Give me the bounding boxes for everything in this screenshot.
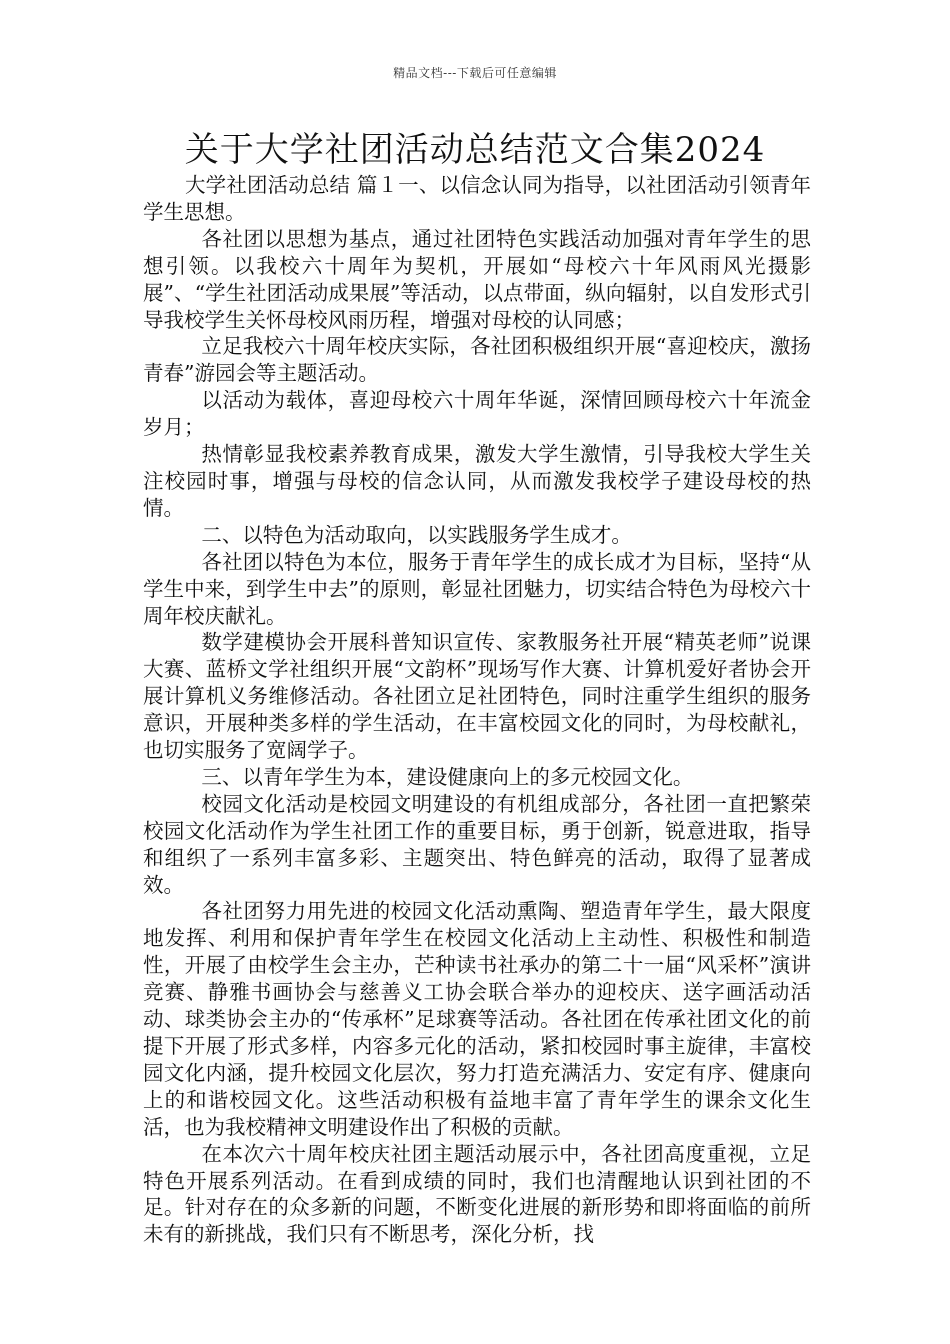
- paragraph: 在本次六十周年校庆社团主题活动展示中，各社团高度重视，立足特色开展系列活动。在看到成绩的同时，我们也清醒地认识到社团的不足。针对存在的众多新的问题，不断变化进展的新形势和即将面临的前所未有的新挑战，我们只有不断思考，深化分析，找: [143, 1141, 811, 1247]
- paragraph: 立足我校六十周年校庆实际，各社团积极组织开展“喜迎校庆，激扬青春”游园会等主题活动。: [143, 334, 811, 386]
- paragraph: 数学建模协会开展科普知识宣传、家教服务社开展“精英老师”说课大赛、蓝桥文学社组织开展“文韵杯”现场写作大赛、计算机爱好者协会开展计算机义务维修活动。各社团立足社团特色，同时注重学生组织的服务意识，开展种类多样的学生活动，在丰富校园文化的同时，为母校献礼，也切实服务了宽阔学子。: [143, 630, 811, 763]
- paragraph: 各社团以思想为基点，通过社团特色实践活动加强对青年学生的思想引领。以我校六十周年为契机，开展如“母校六十年风雨风光摄影展”、“学生社团活动成果展”等活动，以点带面，纵向辐射，以自发形式引导我校学生关怀母校风雨历程，增强对母校的认同感；: [143, 226, 811, 332]
- paragraph: 各社团努力用先进的校园文化活动熏陶、塑造青年学生，最大限度地发挥、利用和保护青年学生在校园文化活动上主动性、积极性和制造性，开展了由校学生会主办，芒种读书社承办的第二十一届“风采杯”演讲竞赛、静雅书画协会与慈善义工协会联合举办的迎校庆、送字画活动活动、球类协会主办的“传承杯”足球赛等活动。各社团在传承社团文化的前提下开展了形式多样，内容多元化的活动，紧扣校园时事主旋律，丰富校园文化内涵，提升校园文化层次，努力打造充满活力、安定有序、健康向上的和谐校园文化。这些活动积极有益地丰富了青年学生的课余文化生活，也为我校精神文明建设作出了积极的贡献。: [143, 899, 811, 1139]
- section-heading: 二、以特色为活动取向，以实践服务学生成才。: [201, 522, 632, 547]
- document-title: 关于大学社团活动总结范文合集2024: [184, 130, 766, 170]
- paragraph: 各社团以特色为本位，服务于青年学生的成长成才为目标，坚持“从学生中来，到学生中去”的原则，彰显社团魅力，切实结合特色为母校六十周年校庆献礼。: [143, 549, 811, 628]
- paragraph: 以活动为载体，喜迎母校六十周年华诞，深情回顾母校六十年流金岁月；: [143, 388, 811, 440]
- paragraph: 热情彰显我校素养教育成果，激发大学生激情，引导我校大学生关注校园时事，增强与母校的信念认同，从而激发我校学子建设母校的热情。: [143, 442, 811, 520]
- paragraph: 校园文化活动是校园文明建设的有机组成部分，各社团一直把繁荣校园文化活动作为学生社团工作的重要目标，勇于创新，锐意进取，指导和组织了一系列丰富多彩、主题突出、特色鲜亮的活动，取得了显著成效。: [143, 791, 811, 897]
- paragraph: 大学社团活动总结 篇１一、以信念认同为指导，以社团活动引领青年学生思想。: [143, 173, 811, 224]
- document-header-note: 精品文档---下载后可任意编辑: [393, 66, 557, 80]
- section-heading: 三、以青年学生为本，建设健康向上的多元校园文化。: [201, 764, 694, 789]
- document-body: [143, 172, 811, 1248]
